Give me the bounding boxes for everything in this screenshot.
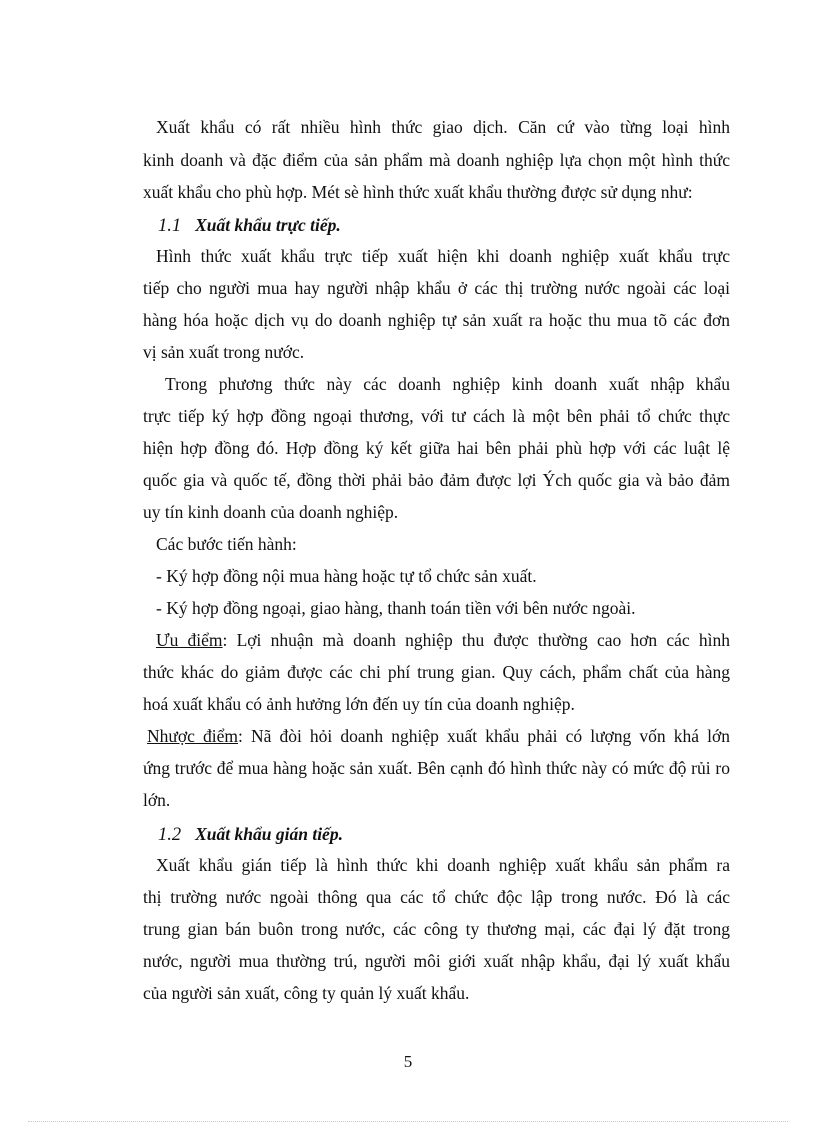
section-title: Xuất khẩu gián tiếp. [195, 824, 343, 844]
paragraph-line: hàng hóa hoặc dịch vụ do doanh nghiệp tự sản xuất ra hoặc thu mua tõ các đơn [143, 310, 730, 330]
paragraph-line: thức khác do giảm được các chi phí trung gian. Quy cách, phẩm chất của hàng [143, 662, 730, 682]
paragraph-line: thị trường nước ngoài thông qua các tổ chức độc lập trong nước. Đó là các [143, 887, 730, 907]
step-item: - Ký hợp đồng ngoại, giao hàng, thanh toán tiền với bên nước ngoài. [156, 598, 636, 618]
page-bottom-divider [28, 1121, 788, 1122]
paragraph-line: trực tiếp ký hợp đồng ngoại thương, với tư cách là một bên phải tổ chức thực [143, 406, 730, 426]
paragraph-line: hoá xuất khẩu có ảnh hưởng lớn đến uy tín của doanh nghiệp. [143, 694, 575, 714]
paragraph-line: lớn. [143, 790, 171, 810]
paragraph-line: vị sản xuất trong nước. [143, 342, 305, 362]
paragraph-line: kinh doanh và đặc điểm của sản phẩm mà doanh nghiệp lựa chọn một hình thức [143, 150, 730, 170]
step-item: - Ký hợp đồng nội mua hàng hoặc tự tổ chức sản xuất. [156, 566, 537, 586]
paragraph-line: xuất khẩu cho phù hợp. Mét sè hình thức xuất khẩu thường được sử dụng như: [143, 182, 693, 202]
paragraph-line: quốc gia và quốc tế, đồng thời phải bảo đảm được lợi Ých quốc gia và bảo đảm [143, 470, 730, 490]
paragraph-line: Xuất khẩu có rất nhiều hình thức giao dịch. Căn cứ vào từng loại hình [156, 117, 730, 137]
paragraph-line: uy tín kinh doanh của doanh nghiệp. [143, 502, 399, 522]
section-title: Xuất khẩu trực tiếp. [195, 215, 341, 235]
steps-title: Các bước tiến hành: [156, 534, 297, 554]
disadvantages-line: Nhược điểm: Nã đòi hỏi doanh nghiệp xuất khẩu phải có lượng vốn khá lớn [147, 726, 731, 746]
paragraph-line: tiếp cho người mua hay người nhập khẩu ở các thị trường nước ngoài các loại [143, 278, 730, 298]
paragraph-line: Hình thức xuất khẩu trực tiếp xuất hiện khi doanh nghiệp xuất khẩu trực [156, 246, 730, 266]
advantages-label: Ưu điểm [156, 630, 223, 650]
paragraph-line: nước, người mua thường trú, người môi giới xuất nhập khẩu, đại lý xuất khẩu [143, 951, 730, 971]
paragraph-line: trung gian bán buôn trong nước, các công ty thương mại, các đại lý đặt trong [143, 919, 730, 939]
section-heading [158, 214, 341, 237]
paragraph-line: Xuất khẩu gián tiếp là hình thức khi doanh nghiệp xuất khẩu sản phẩm ra [156, 855, 730, 875]
paragraph-line: ứng trước để mua hàng hoặc sản xuất. Bên cạnh đó hình thức này có mức độ rủi ro [143, 758, 730, 778]
paragraph-line: của người sản xuất, công ty quản lý xuất khẩu. [143, 983, 470, 1003]
advantages-line: Ưu điểm: Lợi nhuận mà doanh nghiệp thu được thường cao hơn các hình [156, 630, 730, 650]
section-number: 1.2 [158, 825, 182, 845]
paragraph-line: hiện hợp đồng đó. Hợp đồng ký kết giữa hai bên phải phù hợp với các luật lệ [143, 438, 730, 458]
section-heading [158, 823, 343, 846]
paragraph-line: Trong phương thức này các doanh nghiệp kinh doanh xuất nhập khẩu [165, 374, 730, 394]
page-number: 5 [403, 1052, 413, 1071]
disadvantages-label: Nhược điểm [147, 726, 238, 746]
section-number: 1.1 [158, 216, 182, 236]
